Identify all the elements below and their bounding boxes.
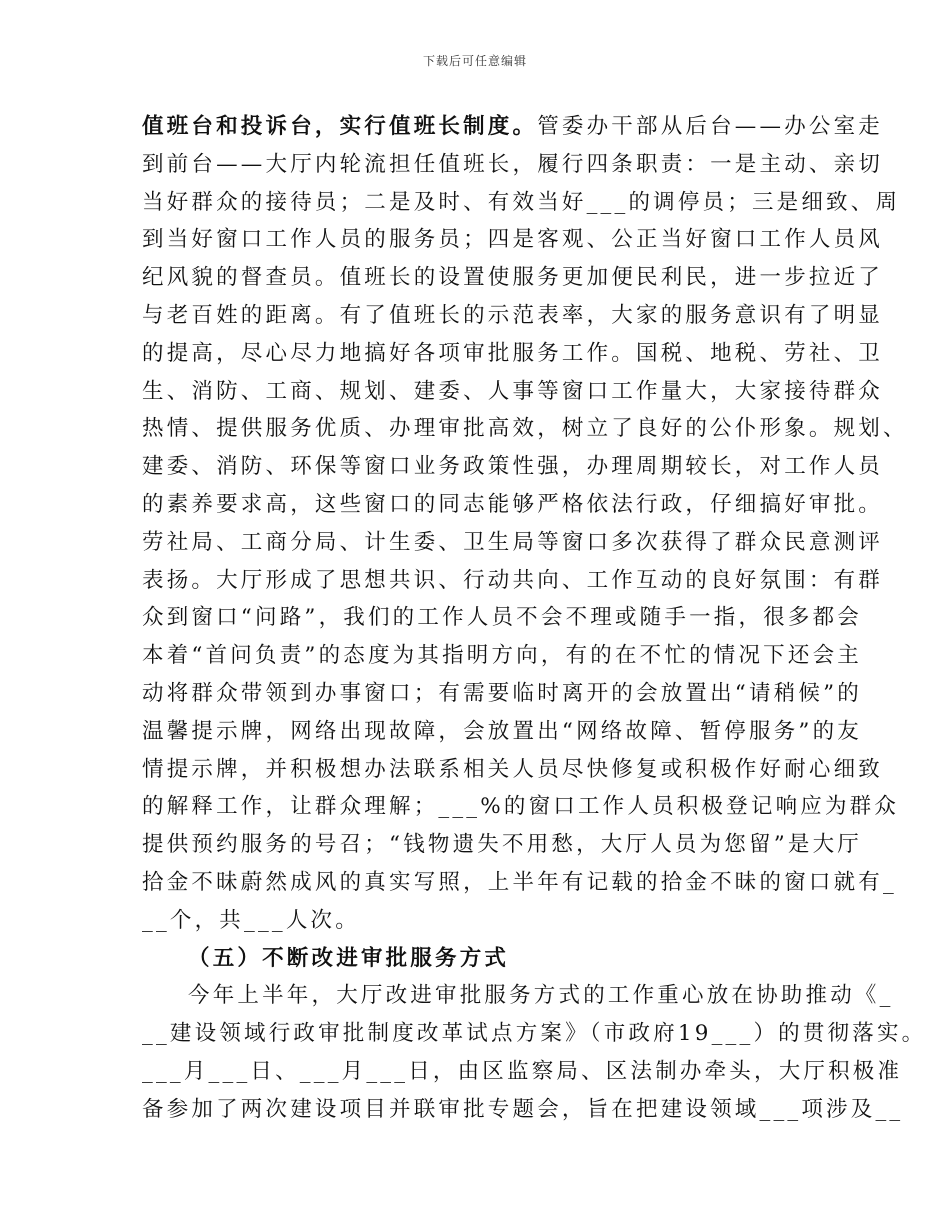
body-line: 当好群众的接待员；二是及时、有效当好___的调停员；三是细致、周 [142,189,901,215]
body-line: 生、消防、工商、规划、建委、人事等窗口工作量大，大家接待群众 [142,378,884,404]
body-line: 劳社局、工商分局、计生委、卫生局等窗口多次获得了群众民意测评 [142,529,884,555]
body-line: 到当好窗口工作人员的服务员；四是客观、公正当好窗口工作人员风 [142,227,884,253]
body-line: 纪风貌的督查员。值班长的设置使服务更加便民利民，进一步拉近了 [142,265,884,291]
body-line: 与老百姓的距离。有了值班长的示范表率，大家的服务意识有了明显 [142,302,884,328]
body-line: 动将群众带领到办事窗口；有需要临时离开的会放置出“请稍候”的 [142,680,862,706]
body-line: 情提示牌，并积极想办法联系相关人员尽快修复或积极作好耐心细致 [142,756,884,782]
body-line: 的素养要求高，这些窗口的同志能够严格依法行政，仔细搞好审批。 [142,491,884,517]
body-line: 热情、提供服务优质、办理审批高效，树立了良好的公仆形象。规划、 [142,416,908,442]
document-body [142,108,927,1129]
body-line: __个，共___人次。 [142,907,360,933]
body-text: 管委办干部从后台——办公室走 [537,114,884,139]
body-line: 提供预约服务的号召；“钱物遗失不用愁，大厅人员为您留”是大厅 [142,832,862,858]
body-line: 温馨提示牌，网络出现故障，会放置出“网络故障、暂停服务”的友 [142,718,862,744]
body-line: 的提高，尽心尽力地搞好各项审批服务工作。国税、地税、劳社、卫 [142,340,884,366]
body-line: 备参加了两次建设项目并联审批专题会，旨在把建设领域___项涉及__ [142,1096,904,1122]
body-line: 今年上半年，大厅改进审批服务方式的工作重心放在协助推动《_ [188,983,894,1009]
bold-lead-text: 值班台和投诉台，实行值班长制度。 [142,114,538,139]
body-line: 到前台——大厅内轮流担任值班长，履行四条职责：一是主动、亲切 [142,151,884,177]
body-line: 建委、消防、环保等窗口业务政策性强，办理周期较长，对工作人员 [142,454,884,480]
body-line: 的解释工作，让群众理解；___%的窗口工作人员积极登记响应为群众 [142,794,900,820]
body-line: 拾金不昧蔚然成风的真实写照，上半年有记载的拾金不昧的窗口就有_ [142,869,897,895]
body-line [142,108,884,146]
body-line: ___月___日、___月___日，由区监察局、区法制办牵头，大厅积极准 [142,1058,903,1084]
body-line: 众到窗口“问路”，我们的工作人员不会不理或随手一指，很多都会 [142,605,862,631]
body-line: 表扬。大厅形成了思想共识、行动共向、工作互动的良好氛围：有群 [142,567,884,593]
page-header: 下载后可任意编辑 [422,54,527,68]
body-line: __建设领域行政审批制度改革试点方案》（市政府19___）的贯彻落实。 [142,1021,927,1047]
section-heading: （五）不断改进审批服务方式 [188,945,510,971]
body-line: 本着“首问负责”的态度为其指明方向，有的在不忙的情况下还会主 [142,643,862,669]
